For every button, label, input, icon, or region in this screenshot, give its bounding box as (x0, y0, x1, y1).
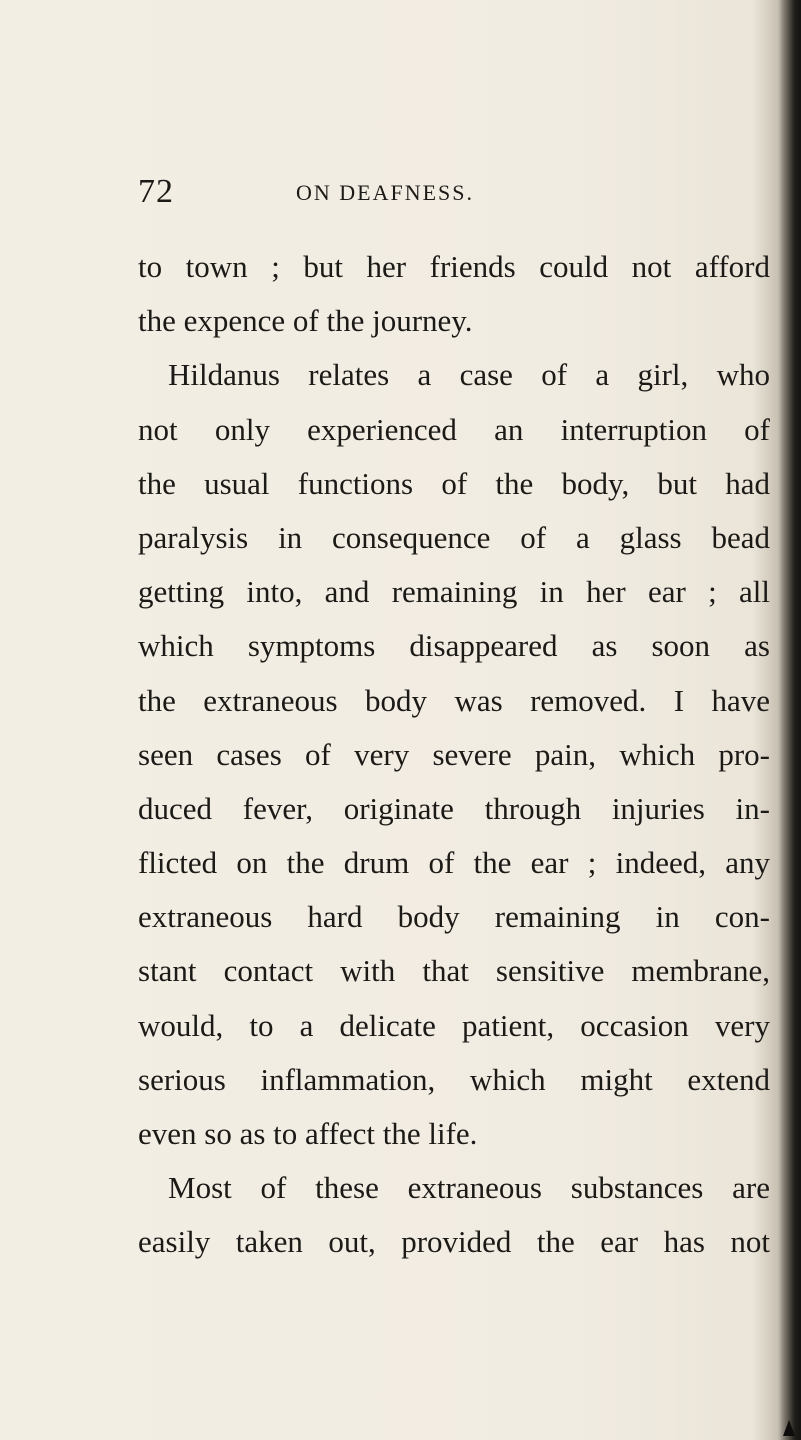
text-line: duced fever, originate through injuries in- (138, 790, 770, 826)
page-header (138, 172, 758, 212)
text-line: extraneous hard body remaining in con- (138, 899, 770, 935)
text-line: getting into, and remaining in her ear ; all (138, 574, 770, 610)
text-line: serious inflammation, which might extend (138, 1061, 770, 1097)
text-line: Most of these extraneous substances are (168, 1170, 770, 1206)
page-number: 72 (138, 173, 174, 210)
text-line: the usual functions of the body, but had (138, 465, 770, 501)
text-line: stant contact with that sensitive membrane, (138, 953, 770, 989)
body-text (138, 240, 770, 1270)
text-line: to town ; but her friends could not afford (138, 249, 770, 284)
text-line: Hildanus relates a case of a girl, who (168, 357, 770, 393)
binding-gutter (779, 0, 801, 1440)
text-line: the extraneous body was removed. I have (138, 682, 770, 718)
text-line: easily taken out, provided the ear has not (138, 1224, 770, 1260)
text-line: flicted on the drum of the ear ; indeed, any (138, 845, 770, 881)
text-line: paralysis in consequence of a glass bead (138, 519, 770, 555)
running-head: ON DEAFNESS. (296, 180, 475, 205)
text-line: would, to a delicate patient, occasion very (138, 1007, 770, 1043)
binding-mark (783, 1420, 795, 1436)
text-line: seen cases of very severe pain, which pro- (138, 736, 770, 772)
text-line: even so as to affect the life. (138, 1116, 478, 1151)
text-line: which symptoms disappeared as soon as (138, 628, 770, 664)
text-line: not only experienced an interruption of (138, 411, 770, 447)
text-line: the expence of the journey. (138, 303, 473, 339)
